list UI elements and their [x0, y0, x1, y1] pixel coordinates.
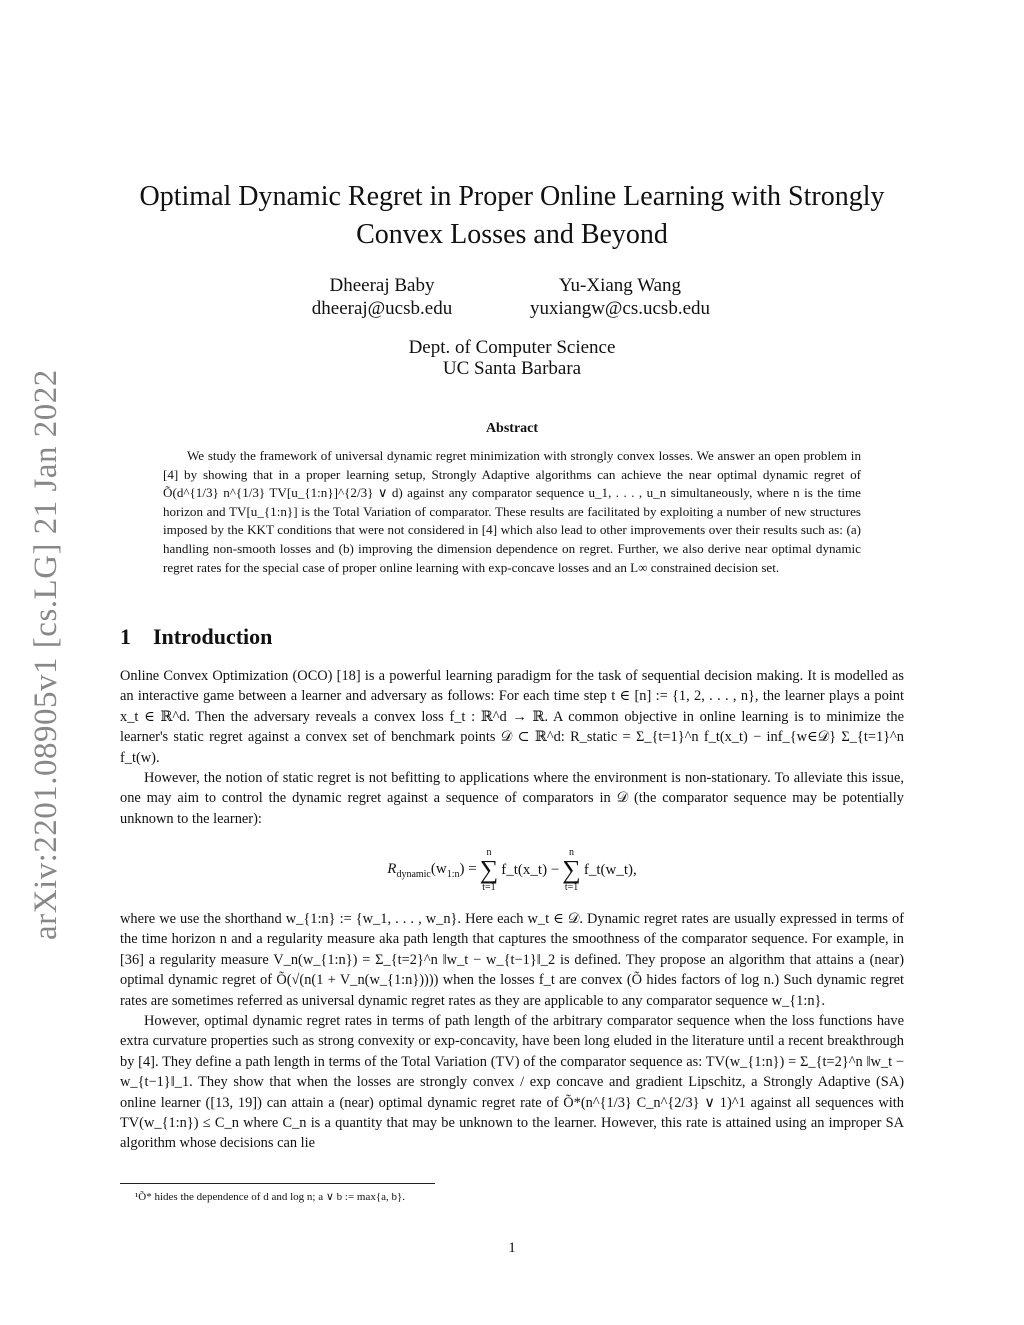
- section-number: 1: [120, 624, 131, 649]
- eq-lhs: $R_{dynamic}(w_{1:n})$ =: [387, 860, 477, 880]
- abstract-body: [163, 447, 861, 577]
- abstract-heading: Abstract: [485, 421, 539, 436]
- university: UC Santa Barbara: [442, 358, 582, 379]
- author-2: [510, 274, 730, 320]
- footnote-divider: [120, 1183, 435, 1184]
- paragraph-3: where we use the shorthand w_{1:n} := {w_1, . . . , w_n}. Here each w_t ∈ 𝒟. Dynamic regret rates are usually expressed in terms of the time horizon n and a regularity measure aka path length that captures the smoothness of the comparator sequence. For example, in [36] a regularity measure V_n(w_{1:n}) = Σ_{t=2}^n ‖w_t − w_{t−1}‖_2 is defined. They propose an algorithm that attains a (near) optimal dynamic regret of Õ(√(n(1 + V_n(w_{1:n})))) when the losses f_t are convex (Õ hides factors of log n.) Such dynamic regret rates are sometimes referred as universal dynamic regret rates as they are applicable to any comparator sequence w_{1:n}.: [120, 911, 904, 1009]
- paragraph-2: However, the notion of static regret is not befitting to applications where the environment is non-stationary. To alleviate this issue, one may aim to control the dynamic regret against a sequence of comparators in 𝒟 (the comparator sequence may be potentially unknown to the learner):: [120, 770, 904, 827]
- author-email: dheeraj@ucsb.edu: [311, 298, 453, 319]
- author-1: [282, 274, 482, 320]
- intro-text-top: [120, 666, 904, 829]
- dynamic-regret-equation: [120, 842, 904, 898]
- author-name: Yu-Xiang Wang: [558, 275, 682, 296]
- arxiv-identifier: arXiv:2201.08905v1 [cs.LG] 21 Jan 2022: [28, 369, 64, 940]
- title-line-1: Optimal Dynamic Regret in Proper Online Learning with Strongly: [139, 181, 885, 212]
- footnote: ¹Õ* hides the dependence of d and log n; a ∨ b := max{a, b}.: [135, 1191, 406, 1203]
- page-number: 1: [508, 1240, 516, 1256]
- eq-term-2: f_t(w_t),: [583, 861, 637, 878]
- eq-sum-1: n ∑ t=1: [479, 847, 499, 893]
- author-name: Dheeraj Baby: [329, 275, 435, 296]
- department: Dept. of Computer Science: [408, 337, 616, 358]
- eq-term-1: f_t(x_t) −: [501, 861, 560, 878]
- intro-text-bottom: [120, 909, 904, 1154]
- author-email: yuxiangw@cs.ucsb.edu: [529, 298, 711, 319]
- title-line-2: Convex Losses and Beyond: [356, 219, 668, 250]
- section-heading: [120, 624, 272, 650]
- eq-sum-2: n ∑ t=1: [562, 847, 581, 893]
- paragraph-4: However, optimal dynamic regret rates in terms of path length of the arbitrary comparator sequence when the loss functions have extra curvature properties such as strong convexity or exp-concavity, have been long eluded in the literature until a recent breakthrough by [4]. They define a path length in terms of the Total Variation (TV) of the comparator sequence as: TV(w_{1:n}) = Σ_{t=2}^n ‖w_t − w_{t−1}‖_1. They show that when the losses are strongly convex / exp concave and gradient Lipschitz, a Strongly Adaptive (SA) online learner ([13, 19]) can attain a (near) optimal dynamic regret rate of Õ*(n^{1/3} C_n^{2/3} ∨ 1)^1 against all sequences with TV(w_{1:n}) ≤ C_n where C_n is a quantity that may be unknown to the learner. However, this rate is attained using an improper SA algorithm whose decisions can lie: [120, 1013, 904, 1152]
- paragraph-1: Online Convex Optimization (OCO) [18] is a powerful learning paradigm for the task of sequential decision making. It is modelled as an interactive game between a learner and adversary as follows: For each time step t ∈ [n] := {1, 2, . . . , n}, the learner plays a point x_t ∈ ℝ^d. Then the adversary reveals a convex loss f_t : ℝ^d → ℝ. A common objective in online learning is to minimize the learner's static regret against a convex set of benchmark points 𝒟 ⊂ ℝ^d: R_static = Σ_{t=1}^n f_t(x_t) − inf_{w∈𝒟} Σ_{t=1}^n f_t(w).: [120, 668, 904, 766]
- affiliation: [262, 337, 762, 379]
- paper-title: [100, 178, 924, 254]
- abstract-text: We study the framework of universal dynamic regret minimization with strongly convex losses. We answer an open problem in [4] by showing that in a proper learning setup, Strongly Adaptive algorithms can achieve the near optimal dynamic regret of Õ(d^{1/3} n^{1/3} TV[u_{1:n}]^{2/3} ∨ d) against any comparator sequence u_1, . . . , u_n simultaneously, where n is the time horizon and TV[u_{1:n}] is the Total Variation of comparator. These results are facilitated by exploiting a number of new structures imposed by the KKT conditions that were not considered in [4] which also lead to other improvements over their results such as: (a) handling non-smooth losses and (b) improving the dimension dependence on regret. Further, we also derive near optimal dynamic regret rates for the special case of proper online learning with exp-concave losses and an L∞ constrained decision set.: [163, 448, 861, 575]
- section-title: Introduction: [153, 624, 273, 649]
